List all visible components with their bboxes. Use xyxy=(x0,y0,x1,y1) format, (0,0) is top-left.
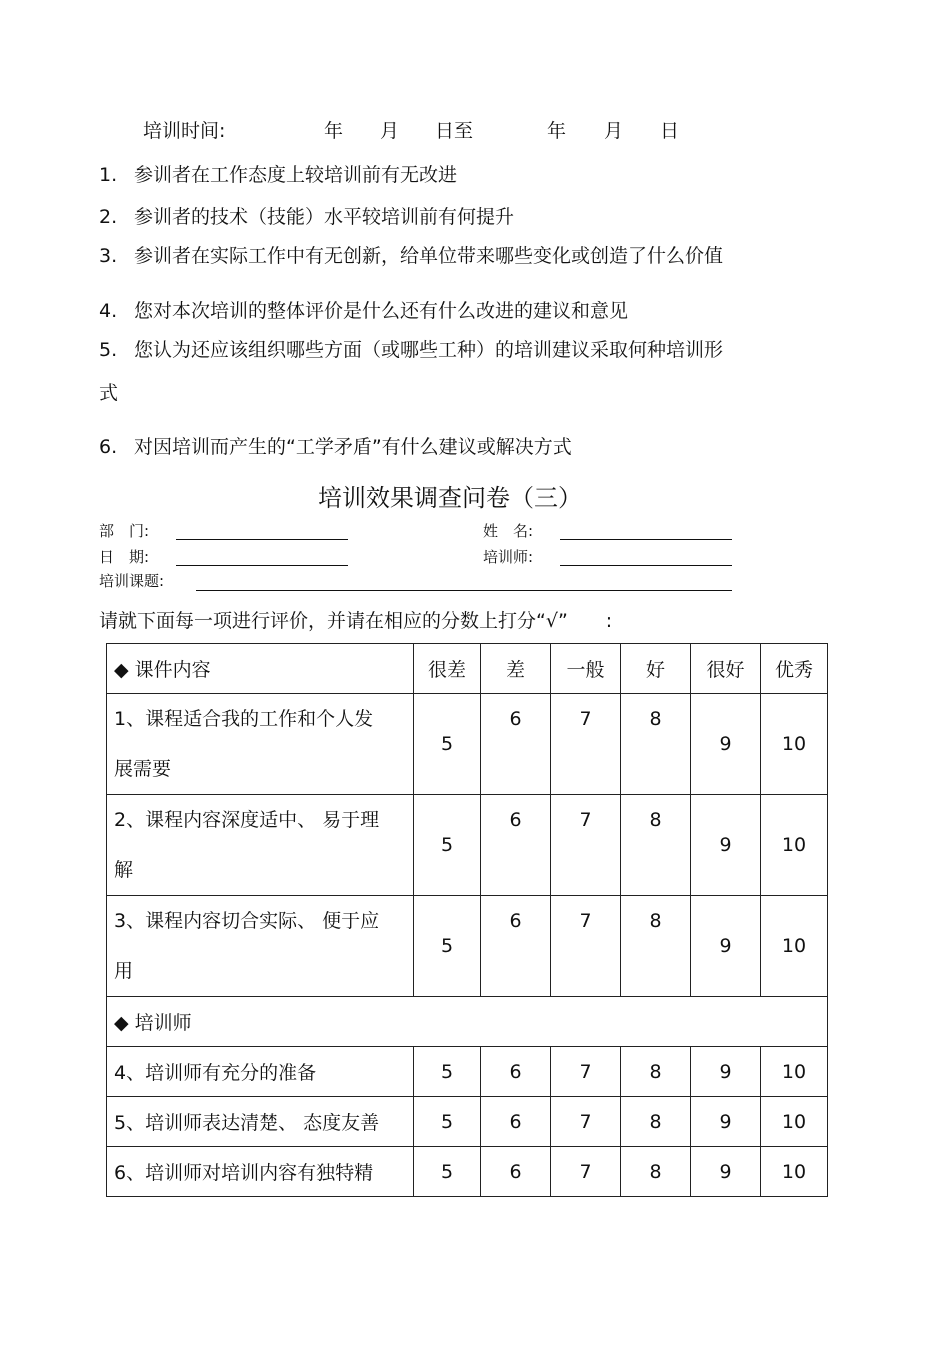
end-day-label: 日 xyxy=(660,120,680,142)
start-month-label: 月 xyxy=(380,120,400,142)
survey-table xyxy=(106,643,828,1197)
end-year-label: 年 xyxy=(547,120,567,142)
score-cell[interactable]: 8 xyxy=(621,1097,691,1147)
training-time-label: 培训时间: xyxy=(143,120,226,142)
score-cell[interactable]: 10 xyxy=(761,795,828,896)
score-cell[interactable]: 9 xyxy=(691,1147,761,1197)
name-label: 姓 名: xyxy=(483,522,534,540)
score-cell[interactable]: 9 xyxy=(691,1097,761,1147)
question-item: 4. 您对本次培训的整体评价是什么还有什么改进的建议和意见 xyxy=(99,300,629,322)
topic-field[interactable] xyxy=(196,590,732,591)
score-cell[interactable]: 8 xyxy=(621,694,691,795)
score-cell[interactable]: 9 xyxy=(691,1047,761,1097)
question-item: 6. 对因培训而产生的“工学矛盾”有什么建议或解决方式 xyxy=(99,436,572,458)
table-row xyxy=(107,1047,828,1097)
trainer-field[interactable] xyxy=(560,565,732,566)
row-item-text: 1、课程适合我的工作和个人发 展需要 xyxy=(107,694,414,795)
score-cell[interactable]: 7 xyxy=(551,694,621,795)
start-day-to-label: 日至 xyxy=(435,120,474,142)
header-very-poor: 很差 xyxy=(414,644,481,694)
trainer-label: 培训师: xyxy=(483,548,534,566)
section-title-trainer: ◆ 培训师 xyxy=(107,997,828,1047)
score-cell[interactable]: 7 xyxy=(551,1047,621,1097)
score-cell[interactable]: 10 xyxy=(761,694,828,795)
date-label: 日 期: xyxy=(99,548,150,566)
score-cell[interactable]: 10 xyxy=(761,1147,828,1197)
question-item: 2. 参训者的技术（技能）水平较培训前有何提升 xyxy=(99,206,515,228)
score-cell[interactable]: 7 xyxy=(551,1097,621,1147)
table-row xyxy=(107,1147,828,1197)
score-cell[interactable]: 8 xyxy=(621,1047,691,1097)
instruction-text: 请就下面每一项进行评价，并请在相应的分数上打分“√” : xyxy=(99,610,613,632)
score-cell[interactable]: 10 xyxy=(761,1047,828,1097)
score-cell[interactable]: 10 xyxy=(761,896,828,997)
table-row xyxy=(107,795,828,896)
topic-label: 培训课题: xyxy=(99,572,165,590)
department-field[interactable] xyxy=(176,539,348,540)
score-cell[interactable]: 5 xyxy=(414,795,481,896)
score-cell[interactable]: 6 xyxy=(481,1047,551,1097)
score-cell[interactable]: 9 xyxy=(691,795,761,896)
section-title-courseware: ◆ 课件内容 xyxy=(107,644,414,694)
score-cell[interactable]: 9 xyxy=(691,694,761,795)
row-item-text: 4、培训师有充分的准备 xyxy=(107,1047,414,1097)
question-item-continuation: 式 xyxy=(99,382,119,404)
end-month-label: 月 xyxy=(604,120,624,142)
score-cell[interactable]: 5 xyxy=(414,694,481,795)
score-cell[interactable]: 7 xyxy=(551,896,621,997)
question-item: 5. 您认为还应该组织哪些方面（或哪些工种）的培训建议采取何种培训形 xyxy=(99,339,724,361)
score-cell[interactable]: 7 xyxy=(551,795,621,896)
header-excellent: 优秀 xyxy=(761,644,828,694)
score-cell[interactable]: 8 xyxy=(621,896,691,997)
name-field[interactable] xyxy=(560,539,732,540)
header-row xyxy=(107,644,828,694)
score-cell[interactable]: 6 xyxy=(481,694,551,795)
form-title: 培训效果调查问卷（三） xyxy=(318,484,582,512)
date-field[interactable] xyxy=(176,565,348,566)
section-row xyxy=(107,997,828,1047)
score-cell[interactable]: 6 xyxy=(481,896,551,997)
score-cell[interactable]: 5 xyxy=(414,1097,481,1147)
score-cell[interactable]: 5 xyxy=(414,896,481,997)
score-cell[interactable]: 8 xyxy=(621,1147,691,1197)
score-cell[interactable]: 9 xyxy=(691,896,761,997)
row-item-text: 5、培训师表达清楚、 态度友善 xyxy=(107,1097,414,1147)
table-row xyxy=(107,1097,828,1147)
department-label: 部 门: xyxy=(99,522,150,540)
score-cell[interactable]: 6 xyxy=(481,1097,551,1147)
score-cell[interactable]: 6 xyxy=(481,1147,551,1197)
row-item-text: 3、课程内容切合实际、 便于应 用 xyxy=(107,896,414,997)
score-cell[interactable]: 6 xyxy=(481,795,551,896)
start-year-label: 年 xyxy=(324,120,344,142)
row-item-text: 6、培训师对培训内容有独特精 xyxy=(107,1147,414,1197)
header-very-good: 很好 xyxy=(691,644,761,694)
header-average: 一般 xyxy=(551,644,621,694)
row-item-text: 2、课程内容深度适中、 易于理 解 xyxy=(107,795,414,896)
score-cell[interactable]: 5 xyxy=(414,1147,481,1197)
table-row xyxy=(107,896,828,997)
score-cell[interactable]: 5 xyxy=(414,1047,481,1097)
score-cell[interactable]: 10 xyxy=(761,1097,828,1147)
table-row xyxy=(107,694,828,795)
header-poor: 差 xyxy=(481,644,551,694)
score-cell[interactable]: 7 xyxy=(551,1147,621,1197)
score-cell[interactable]: 8 xyxy=(621,795,691,896)
question-item: 3. 参训者在实际工作中有无创新，给单位带来哪些变化或创造了什么价值 xyxy=(99,245,724,267)
question-item: 1. 参训者在工作态度上较培训前有无改进 xyxy=(99,164,458,186)
header-good: 好 xyxy=(621,644,691,694)
